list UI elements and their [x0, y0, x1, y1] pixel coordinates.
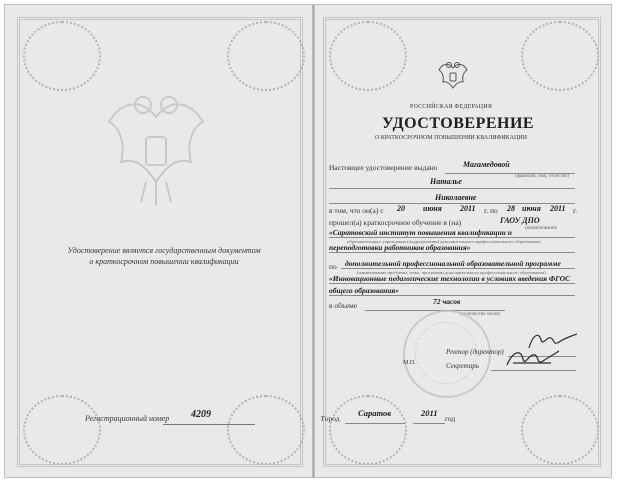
institution-hint: образовательного учреждения (подразделения) дополнительного профессионального образования): [347, 239, 541, 244]
month-from: июня: [423, 204, 442, 213]
ornament-corner: [521, 395, 599, 465]
ornament-corner: [23, 395, 101, 465]
program-underline: [329, 295, 575, 296]
document-title: УДОСТОВЕРЕНИЕ: [382, 115, 535, 132]
legal-note: [45, 245, 283, 267]
program-line: «Инновационные педагогические технологии в условиях введения ФГОС: [329, 274, 571, 283]
program-line: общего образования»: [329, 286, 400, 295]
certificate-spread: [4, 4, 612, 478]
issued-to-label: Настоящее удостоверение выдано: [329, 163, 438, 172]
name-underline: [329, 188, 575, 189]
program-underline: [341, 268, 575, 269]
program-underline: [329, 283, 575, 284]
program-prefix: по: [329, 262, 337, 271]
institution-line: «Саратовский институт повышения квалификации и: [329, 228, 512, 237]
institution-line: переподготовки работников образования»: [329, 243, 471, 252]
year-label: год: [445, 414, 456, 423]
ornament-corner: [329, 21, 407, 91]
coat-of-arms-watermark-icon: [101, 87, 211, 207]
document-subtitle: О КРАТКОСРОЧНОМ ПОВЫШЕНИИ КВАЛИФИКАЦИИ: [375, 135, 528, 141]
program-hint: (наименование проблемы, темы, программы дополнительного профессионального образования): [357, 270, 546, 275]
volume-value: 72 часов: [433, 297, 461, 306]
recipient-patronymic: Николаевне: [435, 193, 477, 202]
legal-note-line: о краткосрочном повышении квалификации: [89, 257, 239, 266]
registration-number: 4209: [191, 409, 211, 420]
fio-hint: (фамилия, имя, отчество): [515, 174, 569, 179]
day-from: 20: [397, 204, 405, 213]
institution-underline: [329, 237, 575, 238]
coat-of-arms-icon: [438, 60, 468, 92]
ornament-corner: [227, 395, 305, 465]
volume-label: в объеме: [329, 301, 358, 310]
stamp-placeholder-label: М.П.: [403, 360, 416, 366]
program-line: дополнительной профессиональной образовательной программе: [345, 259, 561, 268]
institution-name-hint: (наименование: [525, 226, 557, 231]
secretary-signature-icon: [503, 345, 561, 371]
recipient-first-name: Наталье: [430, 177, 462, 186]
city-underline: [345, 423, 405, 424]
year-underline: [413, 423, 445, 424]
institution-short: ГАОУ ДПО: [500, 216, 540, 225]
city-label: Город: [321, 414, 340, 423]
hours-hint: (количество часов): [460, 312, 501, 317]
period-to-label: г. по: [484, 206, 498, 215]
ornament-corner: [23, 21, 101, 91]
recipient-surname: Магамедовой: [463, 160, 510, 169]
ornament-corner: [329, 395, 407, 465]
day-to: 28: [507, 204, 515, 213]
registration-label: Регистрационный номер: [85, 414, 170, 423]
period-prefix: в том, что он(а) с: [329, 206, 384, 215]
rector-label: Ректор (директор): [446, 348, 504, 356]
secretary-label: Секретарь: [446, 362, 479, 370]
year-from: 2011: [460, 204, 476, 213]
ornament-corner: [521, 21, 599, 91]
month-to: июня: [522, 204, 541, 213]
institution-underline: [329, 252, 575, 253]
year-suffix: г.: [573, 206, 578, 215]
year-to: 2011: [550, 204, 566, 213]
training-label: прошел(а) краткосрочное обучение в (на): [329, 218, 462, 227]
issue-year: 2011: [421, 408, 438, 418]
federation-label: РОССИЙСКАЯ ФЕДЕРАЦИЯ: [410, 104, 493, 110]
registration-underline: [163, 424, 255, 425]
ornament-corner: [227, 21, 305, 91]
city-value: Саратов: [358, 408, 392, 418]
legal-note-line: Удостоверение является государственным документом: [67, 246, 261, 255]
center-fold: [312, 5, 315, 478]
